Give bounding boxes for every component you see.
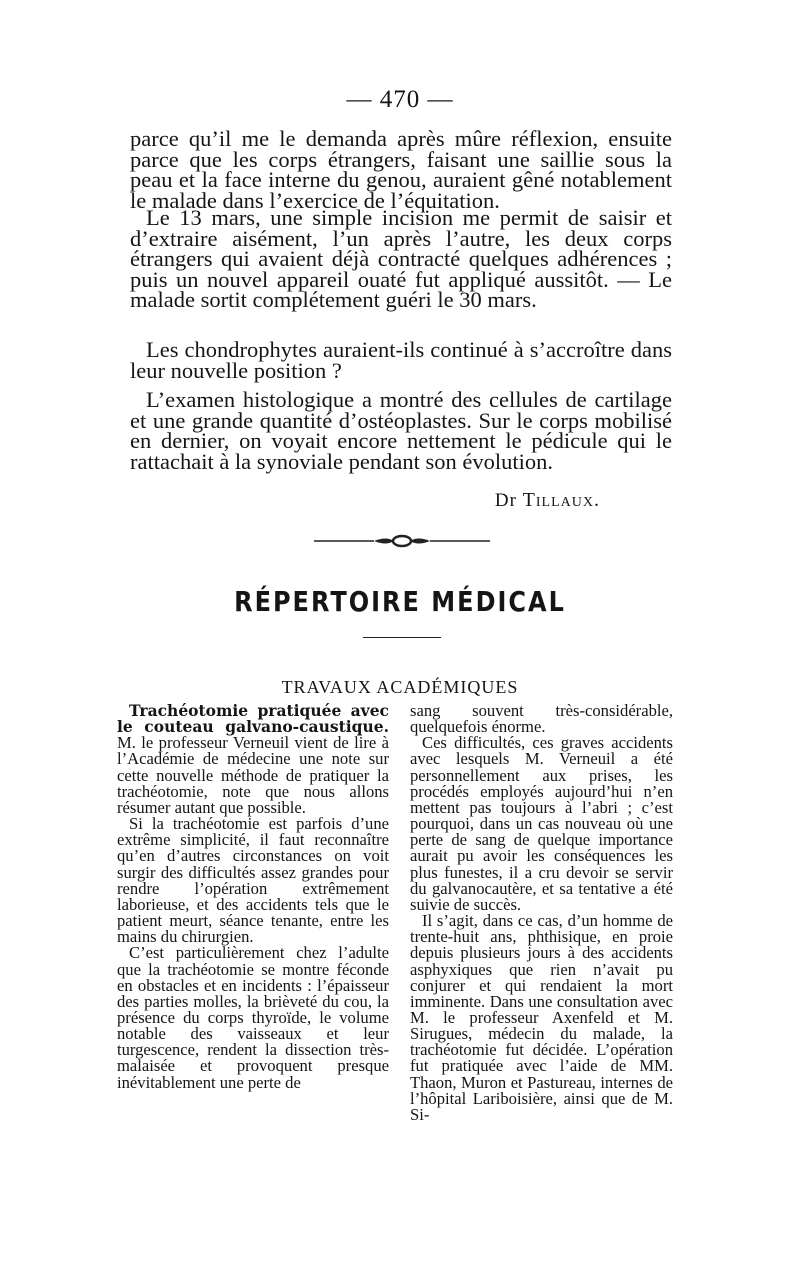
signature-name: Tillaux. [522, 489, 600, 511]
article-first-paragraph [117, 703, 389, 816]
body-paragraph [130, 205, 672, 312]
author-signature [495, 489, 600, 512]
body-paragraph [130, 387, 672, 474]
paragraph-text: C’est particulièrement chez l’adulte que la trachéotomie se montre féconde en obstacles et en incidents : l’épaisseur des parties molles, la brièveté du cou, la présence du corps thyroïde, le volume notable des vaisseaux et leur turgescence, rendent la dissection très-malaisée et provoquent presque inévitablement une perte de [117, 943, 389, 1092]
article-lead-title: Trachéotomie pratiquée avec le couteau galvano-caustique. [117, 701, 389, 737]
body-paragraph [130, 126, 672, 213]
signature-prefix: Dr [494, 490, 517, 511]
paragraph-text: parce qu’il me le demanda après mûre réflexion, ensuite parce que les corps étrangers, faisant une saillie sous la peau et la face interne du genou, auraient gêné notablement le malade dans l’exercice de l’équitation. [130, 126, 672, 213]
paragraph-text: Il s’agit, dans ce cas, d’un homme de trente-huit ans, phthisique, en proie depuis plusieurs jours à des accidents asphyxiques que rien n’avait pu conjurer et qui rendaient la mort imminente. Dans une consultation avec M. le professeur Axenfeld et M. Sirugues, médecin du malade, la trachéotomie fut décidée. L’opération fut pratiquée avec l’aide de MM. Thaon, Muron et Pastureau, internes de l’hôpital Lariboisière, ainsi que de M. Si- [410, 911, 673, 1124]
paragraph-text: Ces difficultés, ces graves accidents avec lesquels M. Verneuil a été personnellement aux prises, les procédés employés aujourd’hui n’en mettent pas toujours à l’abri ; c’est pourquoi, dans un cas nouveau où une perte de sang de quelque importance aurait pu avoir les conséquences les plus funestes, il a cru devoir se servir du galvanocautère, et sa tentative a été suivie de succès. [410, 733, 673, 914]
page-number: — 470 — [346, 86, 454, 113]
article-column-left [117, 703, 389, 1091]
paragraph-text: Les chondrophytes auraient-ils continué à s’accroître dans leur nouvelle position ? [130, 337, 672, 383]
title-rule [363, 637, 441, 638]
paragraph-text: Si la trachéotomie est parfois d’une extrême simplicité, il faut reconnaître qu’en d’autres circonstances on voit surgir des difficultés assez grandes pour rendre l’opération extrêmement laborieuse, et des accidents tels que le patient meurt, séance tenante, entre les mains du chirurgien. [117, 814, 389, 947]
paragraph-text: sang souvent très-considérable, quelquefois énorme. [410, 701, 673, 737]
subsection-title: TRAVAUX ACADÉMIQUES [281, 677, 519, 697]
paragraph-text: Le 13 mars, une simple incision me permit de saisir et d’extraire aisément, l’un après l’autre, les deux corps étrangers qui avaient déjà contracté quelques adhérences ; puis un nouvel appareil ouaté fut appliqué aussitôt. — Le malade sortit complétement guéri le 30 mars. [130, 205, 672, 312]
ornamental-divider-icon [314, 533, 490, 549]
paragraph-text: M. le professeur Verneuil vient de lire à l’Académie de médecine une note sur cette nouvelle méthode de pratiquer la trachéotomie, note que nous allons résumer autant que possible. [117, 733, 389, 817]
paragraph-text: L’examen histologique a montré des cellules de cartilage et une grande quantité d’ostéoplastes. Sur le corps mobilisé en dernier, on voyait encore nettement le pédicule qui le rattachait à la synoviale pendant son évolution. [130, 387, 672, 474]
article-column-right [410, 703, 673, 1123]
section-title: RÉPERTOIRE MÉDICAL [234, 585, 566, 619]
body-paragraph [130, 337, 672, 383]
